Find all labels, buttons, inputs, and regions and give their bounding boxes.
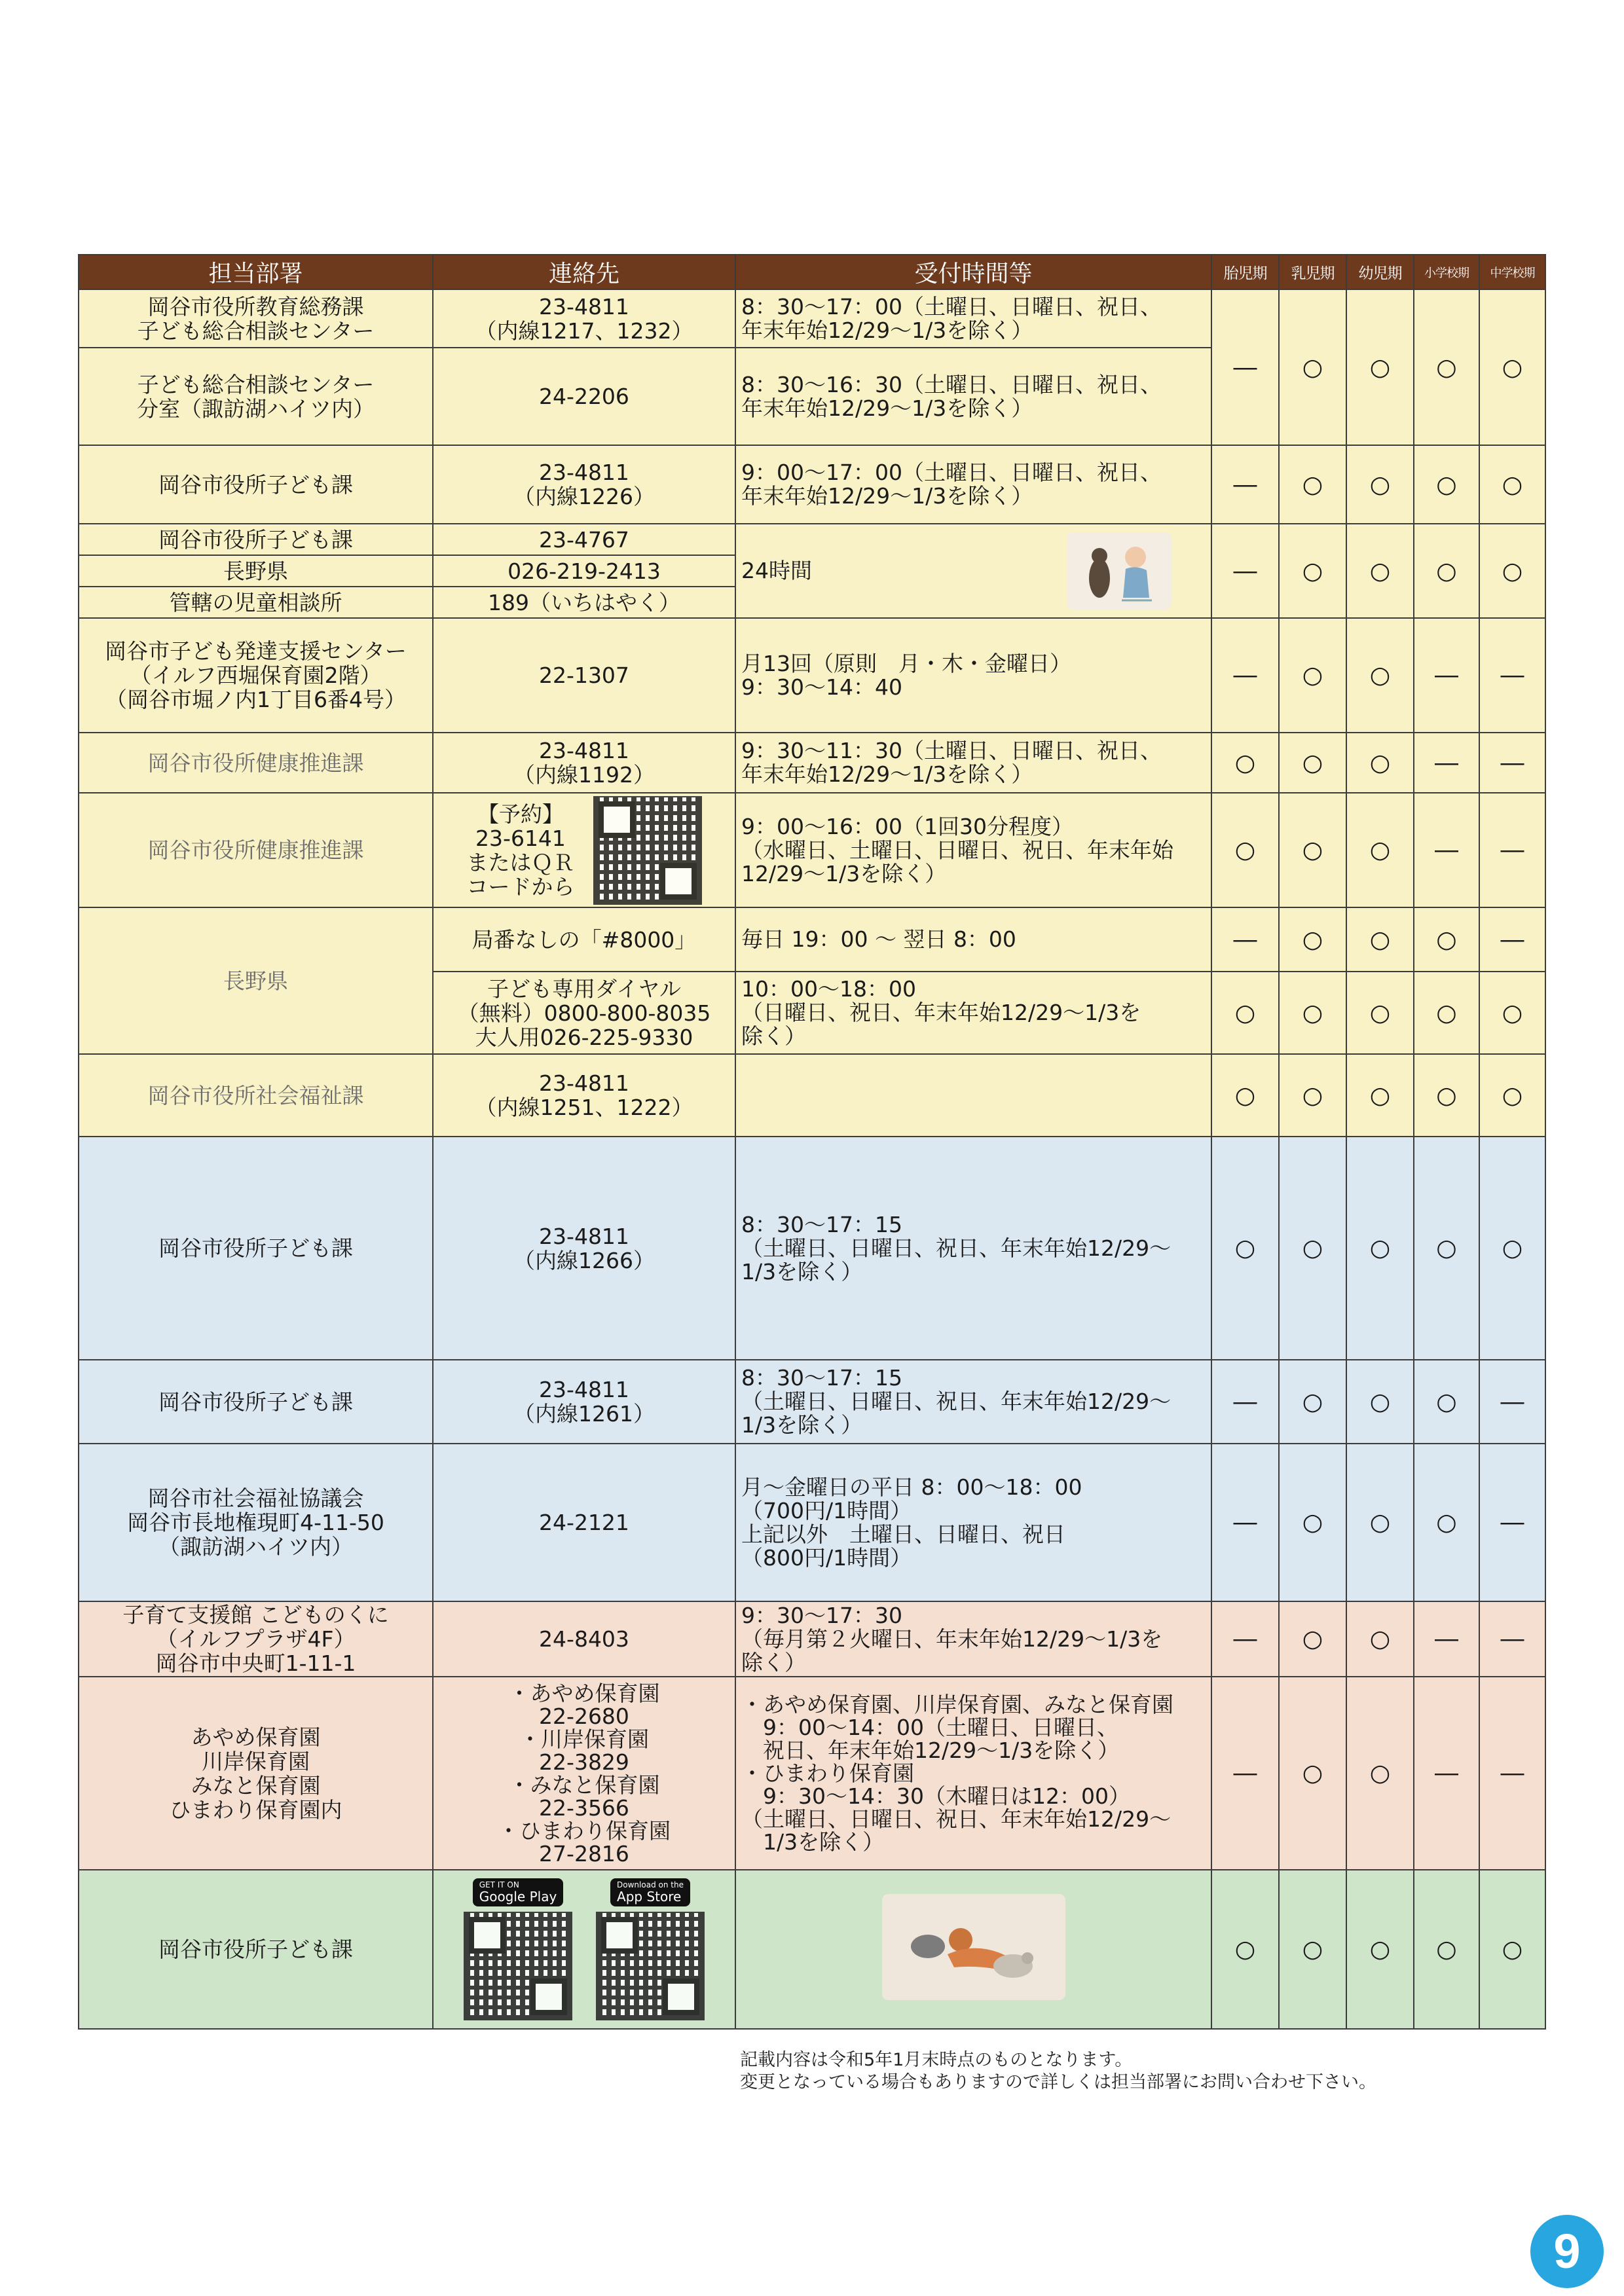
table-row (79, 618, 1545, 733)
hours-cell: 9：30～17：30 （毎月第２火曜日、年末年始12/29～1/3を 除く） (735, 1601, 1211, 1677)
dept-cell: 岡谷市子ども発達支援センター （イルフ西堀保育園2階） （岡谷市堀ノ内1丁目6番4号） (79, 618, 433, 733)
stage-mark: ○ (1346, 445, 1414, 524)
stage-mark: ○ (1346, 1360, 1414, 1444)
stage-mark: ○ (1279, 1137, 1346, 1360)
hours-cell: 月～金曜日の平日 8：00～18：00 （700円/1時間） 上記以外 土曜日、日曜日、祝日 （800円/1時間） (735, 1444, 1211, 1601)
stage-mark: ○ (1346, 1137, 1414, 1360)
table-row (79, 524, 1545, 555)
header-stage-toddler: 幼児期 (1346, 255, 1414, 289)
table-row (79, 1444, 1545, 1601)
stage-mark: ○ (1414, 972, 1479, 1054)
services-table (78, 254, 1546, 2030)
stage-mark: ○ (1414, 445, 1479, 524)
child-with-cat-illustration (1067, 532, 1172, 610)
stage-mark: ○ (1479, 1870, 1545, 2029)
stage-mark: ○ (1346, 1870, 1414, 2029)
stage-mark: ― (1211, 445, 1279, 524)
contact-cell: 局番なしの「#8000」 (433, 907, 735, 972)
header-stage-infant: 乳児期 (1279, 255, 1346, 289)
table-row (79, 1870, 1545, 2029)
google-play-qr-code[interactable] (464, 1912, 572, 2020)
stage-mark: ○ (1211, 1054, 1279, 1137)
contact-cell: 23-4811 （内線1261） (433, 1360, 735, 1444)
stage-mark: ○ (1346, 972, 1414, 1054)
stage-mark: ― (1479, 733, 1545, 793)
stage-mark: ― (1211, 289, 1279, 445)
table-row (79, 289, 1545, 348)
page-number: 9 (1530, 2215, 1604, 2288)
child-with-cats-illustration (882, 1894, 1065, 2000)
table-row (79, 1601, 1545, 1677)
hours-cell: 月13回（原則 月・木・金曜日） 9：30～14：40 (735, 618, 1211, 733)
stage-mark: ○ (1346, 733, 1414, 793)
stage-mark: ○ (1479, 1054, 1545, 1137)
stage-mark: ○ (1346, 1677, 1414, 1870)
stage-mark: ― (1211, 1360, 1279, 1444)
reservation-qr-code[interactable] (593, 796, 702, 905)
contact-cell: 23-4811 （内線1192） (433, 733, 735, 793)
stage-mark: ○ (1346, 1054, 1414, 1137)
header-stage-elementary: 小学校期 (1414, 255, 1479, 289)
stage-mark: ― (1479, 1444, 1545, 1601)
header-contact: 連絡先 (433, 255, 735, 289)
stage-mark: ○ (1279, 445, 1346, 524)
dept-cell: 長野県 (79, 555, 433, 587)
stage-mark: ○ (1346, 793, 1414, 907)
stage-mark: ○ (1346, 524, 1414, 618)
table-row (79, 445, 1545, 524)
hours-cell: 9：00～17：00（土曜日、日曜日、祝日、 年末年始12/29～1/3を除く） (735, 445, 1211, 524)
contact-cell: 026-219-2413 (433, 555, 735, 587)
hours-cell: ・あやめ保育園、川岸保育園、みなと保育園 9：00～14：00（土曜日、日曜日、 祝日、年末年始12/29～1/3を除く） ・ひまわり保育園 9：30～14：30（木曜日は12：00） （土曜日、日曜日、祝日、年末年始12/29～ 1/3を除く） (735, 1677, 1211, 1870)
dept-cell: 岡谷市役所健康推進課 (79, 793, 433, 907)
dept-cell: 子育て支援館 こどものくに （イルフプラザ4F） 岡谷市中央町1-11-1 (79, 1601, 433, 1677)
hours-cell: 9：00～16：00（1回30分程度） （水曜日、土曜日、日曜日、祝日、年末年始 12/29～1/3を除く） (735, 793, 1211, 907)
header-stage-fetal: 胎児期 (1211, 255, 1279, 289)
hours-cell: 8：30～16：30（土曜日、日曜日、祝日、 年末年始12/29～1/3を除く） (735, 348, 1211, 445)
stage-mark: ― (1479, 1601, 1545, 1677)
stage-mark: ○ (1279, 1677, 1346, 1870)
stage-mark: ○ (1414, 1444, 1479, 1601)
contact-cell: 23-4767 (433, 524, 735, 555)
table-row (79, 733, 1545, 793)
stage-mark: ○ (1414, 289, 1479, 445)
table-row (79, 1137, 1545, 1360)
hours-cell: 毎日 19：00 ～ 翌日 8：00 (735, 907, 1211, 972)
stage-mark: ○ (1479, 289, 1545, 445)
header-hours: 受付時間等 (735, 255, 1211, 289)
stage-mark: ○ (1211, 972, 1279, 1054)
stage-mark: ○ (1279, 524, 1346, 618)
stage-mark: ○ (1211, 1870, 1279, 2029)
dept-cell: あやめ保育園 川岸保育園 みなと保育園 ひまわり保育園内 (79, 1677, 433, 1870)
stage-mark: ○ (1211, 1137, 1279, 1360)
stage-mark: ○ (1279, 1444, 1346, 1601)
hours-cell: 8：30～17：15 （土曜日、日曜日、祝日、年末年始12/29～ 1/3を除く） (735, 1137, 1211, 1360)
stage-mark: ― (1414, 733, 1479, 793)
hours-cell: 24時間 (735, 524, 1211, 618)
dept-cell: 岡谷市役所子ども課 (79, 1137, 433, 1360)
google-play-badge[interactable]: GET IT ON Google Play (473, 1878, 564, 1906)
stage-mark: ○ (1414, 1137, 1479, 1360)
table-row (79, 1054, 1545, 1137)
stage-mark: ○ (1346, 1601, 1414, 1677)
hours-cell: 8：30～17：15 （土曜日、日曜日、祝日、年末年始12/29～ 1/3を除く） (735, 1360, 1211, 1444)
stage-mark: ○ (1279, 1360, 1346, 1444)
hours-cell (735, 1054, 1211, 1137)
stage-mark: ○ (1414, 1870, 1479, 2029)
dept-cell: 岡谷市役所子ども課 (79, 1870, 433, 2029)
contact-cell: ・あやめ保育園 22-2680 ・川岸保育園 22-3829 ・みなと保育園 22-3566 ・ひまわり保育園 27-2816 (433, 1677, 735, 1870)
stage-mark: ― (1479, 1677, 1545, 1870)
stage-mark: ○ (1279, 907, 1346, 972)
stage-mark: ― (1211, 1601, 1279, 1677)
stage-mark: ○ (1346, 289, 1414, 445)
dept-cell: 岡谷市社会福祉協議会 岡谷市長地権現町4-11-50 （諏訪湖ハイツ内） (79, 1444, 433, 1601)
stage-mark: ○ (1346, 907, 1414, 972)
stage-mark: ○ (1479, 1137, 1545, 1360)
contact-cell: 23-4811 （内線1217、1232） (433, 289, 735, 348)
contact-cell: 24-2206 (433, 348, 735, 445)
header-stage-junior-high: 中学校期 (1479, 255, 1545, 289)
contact-cell: 子ども専用ダイヤル （無料）0800-800-8035 大人用026-225-9330 (433, 972, 735, 1054)
hours-cell: 9：30～11：30（土曜日、日曜日、祝日、 年末年始12/29～1/3を除く） (735, 733, 1211, 793)
contact-cell: 【予約】 23-6141 またはＱＲ コードから (433, 793, 735, 907)
contact-cell: 22-1307 (433, 618, 735, 733)
stage-mark: ― (1211, 618, 1279, 733)
contact-cell: 23-4811 （内線1266） (433, 1137, 735, 1360)
stage-mark: ― (1211, 524, 1279, 618)
contact-cell: 23-4811 （内線1226） (433, 445, 735, 524)
stage-mark: ○ (1479, 445, 1545, 524)
contact-cell: 24-2121 (433, 1444, 735, 1601)
stage-mark: ― (1479, 907, 1545, 972)
stage-mark: ― (1211, 907, 1279, 972)
app-store-qr-code[interactable] (596, 1912, 705, 2020)
dept-cell: 岡谷市役所子ども課 (79, 445, 433, 524)
stage-mark: ○ (1279, 733, 1346, 793)
hours-cell: 8：30～17：00（土曜日、日曜日、祝日、 年末年始12/29～1/3を除く） (735, 289, 1211, 348)
header-dept: 担当部署 (79, 255, 433, 289)
stage-mark: ○ (1279, 618, 1346, 733)
stage-mark: ○ (1279, 1601, 1346, 1677)
table-row (79, 1677, 1545, 1870)
stage-mark: ― (1414, 618, 1479, 733)
stage-mark: ○ (1414, 524, 1479, 618)
stage-mark: ○ (1479, 972, 1545, 1054)
dept-cell: 岡谷市役所健康推進課 (79, 733, 433, 793)
dept-cell: 岡谷市役所社会福祉課 (79, 1054, 433, 1137)
contact-cell: 23-4811 （内線1251、1222） (433, 1054, 735, 1137)
stage-mark: ○ (1279, 793, 1346, 907)
table-row (79, 1360, 1545, 1444)
stage-mark: ○ (1414, 1054, 1479, 1137)
stage-mark: ― (1479, 1360, 1545, 1444)
stage-mark: ○ (1279, 289, 1346, 445)
dept-cell: 長野県 (79, 907, 433, 1054)
stage-mark: ○ (1279, 1870, 1346, 2029)
stage-mark: ○ (1279, 1054, 1346, 1137)
dept-cell: 管轄の児童相談所 (79, 587, 433, 618)
table-row (79, 907, 1545, 972)
stage-mark: ○ (1414, 907, 1479, 972)
stage-mark: ○ (1346, 1444, 1414, 1601)
table-row (79, 793, 1545, 907)
stage-mark: ― (1414, 793, 1479, 907)
contact-cell: 24-8403 (433, 1601, 735, 1677)
hours-cell (735, 1870, 1211, 2029)
stage-mark: ― (1414, 1601, 1479, 1677)
stage-mark: ○ (1346, 618, 1414, 733)
dept-cell: 岡谷市役所子ども課 (79, 1360, 433, 1444)
footnote: 記載内容は令和5年1月末時点のものとなります。 変更となっている場合もありますので詳しくは担当部署にお問い合わせ下さい。 (740, 2050, 1376, 2092)
dept-cell: 岡谷市役所教育総務課 子ども総合相談センター (79, 289, 433, 348)
contact-cell: 189（いちはやく） (433, 587, 735, 618)
stage-mark: ― (1479, 793, 1545, 907)
contact-cell (433, 1870, 735, 2029)
stage-mark: ○ (1211, 733, 1279, 793)
stage-mark: ○ (1279, 972, 1346, 1054)
stage-mark: ○ (1479, 524, 1545, 618)
stage-mark: ○ (1211, 793, 1279, 907)
stage-mark: ○ (1414, 1360, 1479, 1444)
stage-mark: ― (1479, 618, 1545, 733)
app-store-badge[interactable]: Download on the App Store (610, 1878, 690, 1906)
stage-mark: ― (1211, 1677, 1279, 1870)
table-header (79, 255, 1545, 289)
hours-cell: 10：00～18：00 （日曜日、祝日、年末年始12/29～1/3を 除く） (735, 972, 1211, 1054)
stage-mark: ― (1414, 1677, 1479, 1870)
stage-mark: ― (1211, 1444, 1279, 1601)
dept-cell: 岡谷市役所子ども課 (79, 524, 433, 555)
dept-cell: 子ども総合相談センター 分室（諏訪湖ハイツ内） (79, 348, 433, 445)
